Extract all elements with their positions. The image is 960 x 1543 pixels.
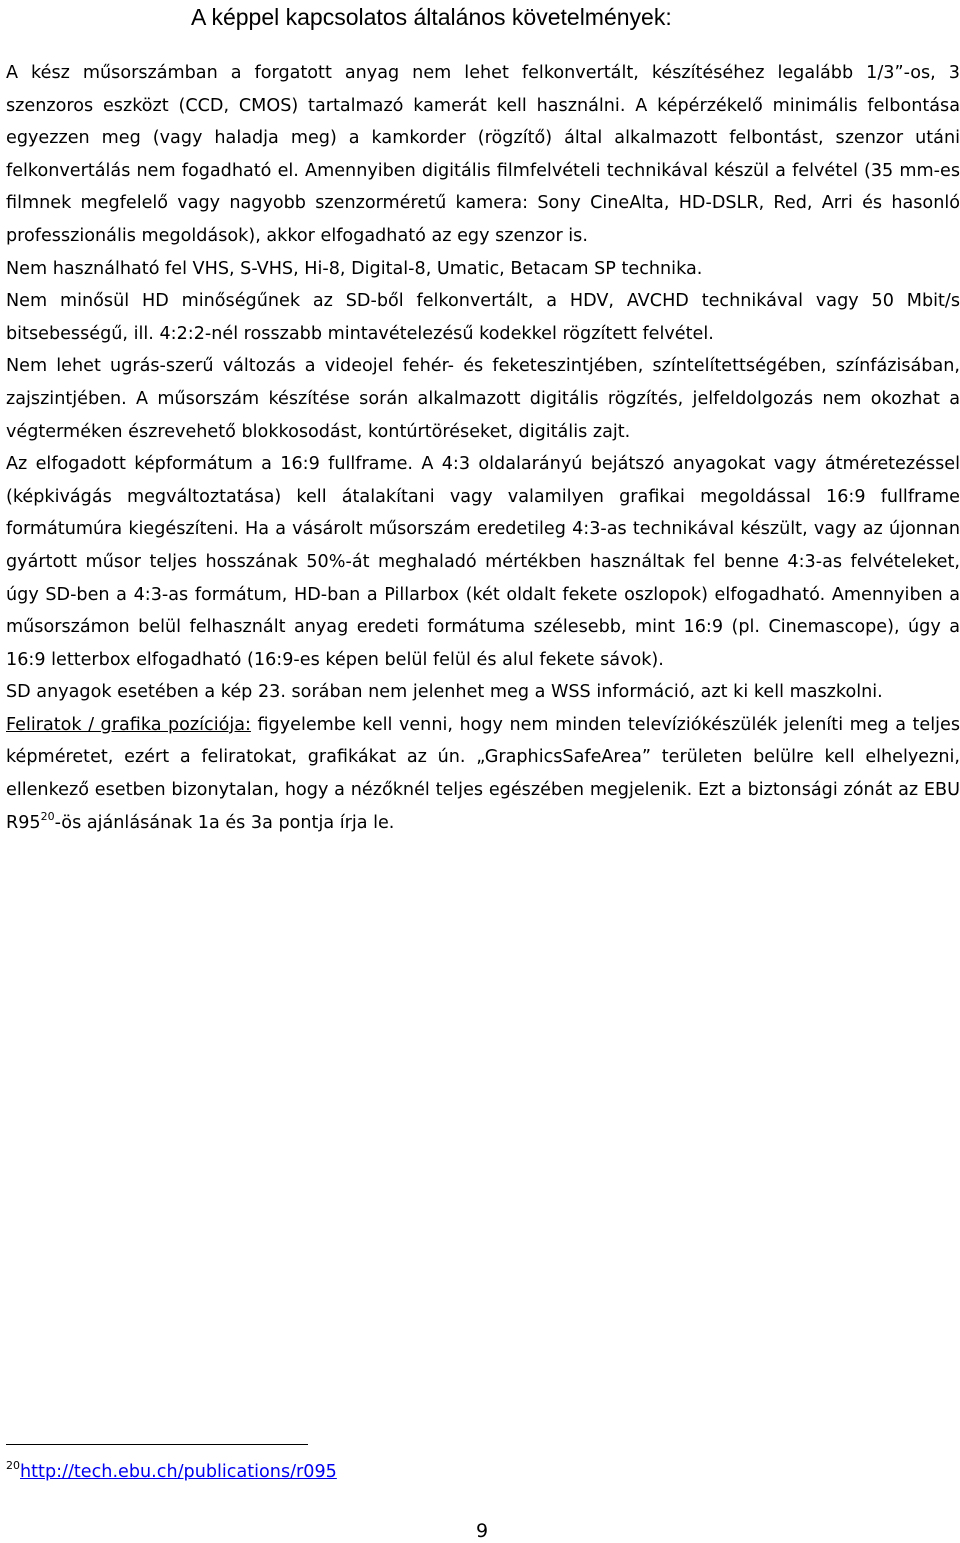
section-heading: A képpel kapcsolatos általános követelmények: [191, 4, 672, 30]
paragraph-wss: SD anyagok esetében a kép 23. sorában nem jelenhet meg a WSS információ, azt ki kell maszkolni. [6, 682, 883, 703]
paragraph-unusable-formats: Nem használható fel VHS, S-VHS, Hi-8, Digital-8, Umatic, Betacam SP technika. [6, 258, 703, 279]
page-number: 9 [476, 1520, 489, 1542]
captions-position-lead: Feliratok / grafika pozíciója: [6, 714, 251, 735]
captions-position-tail: -ös ajánlásának 1a és 3a pontja írja le. [54, 812, 395, 833]
paragraph-aspect-ratio [6, 448, 960, 676]
footnote-reference[interactable]: 20 [40, 809, 55, 823]
captions-position-text: figyelembe kell venni, hogy nem minden televíziókészülék jeleníti meg a teljes képméretet, ezért a feliratokat, grafikákat az ún. „GraphicsSafeArea” területen belülre kell elhelyezni, ellenkező esetben bizonytalan, hogy a nézőknél teljes egészében megjelenik. Ezt a biztonsági zónát az EBU R95 [6, 714, 960, 833]
paragraph-hd-quality: Nem minősül HD minőségűnek az SD-ből felkonvertált, a HDV, AVCHD technikával vagy 50 Mbit/s bitsebességű, ill. 4:2:2-nél rosszabb mintavételezésű kodekkel rögzített felvétel. [6, 291, 960, 344]
paragraph-camera-requirements: A kész műsorszámban a forgatott anyag nem lehet felkonvertált, készítéséhez legalább 1/3”-os, 3 szenzoros eszközt (CCD, CMOS) tartalmazó kamerát kell használni. A képérzékelő minimális felbontása egyezzen meg (vagy haladja meg) a kamkorder (rögzítő) által alkalmazott felbontást, szenzor utáni felkonvertálás nem fogadható el. Amennyiben digitális filmfelvételi technikával készül a felvétel (35 mm-es filmnek megfelelő vagy nagyobb szenzorméretű kamera: Sony CineAlta, HD-DSLR, Red, Arri és hasonló professzionális megoldások), akkor elfogadható az egy szenzor is. [6, 63, 960, 246]
aspect-ratio-text: A 4:3 oldalarányú bejátszó anyagokat vagy átméretezéssel (képkivágás megváltoztatása) kell átalakítani vagy valamilyen grafikai megoldással 16:9 fullframe formátumúra kiegészíteni. Ha a vásárolt műsorszám eredetileg 4:3-as technikával készült, vagy az újonnan gyártott műsor teljes hosszának 50%-át meghaladó mértékben használtak fel benne 4:3-as felvételeket, úgy SD-ben a 4:3-as formátum, HD-ban a Pillarbox (két oldalt fekete oszlopok) elfogadható. Amennyiben a műsorszámon belül felhasznált anyag eredeti formátuma szélesebb, mint 16:9 (pl. Cinemascope), úgy a 16:9 letterbox elfogadható (16:9-es képen belül felül és alul fekete sávok). [6, 454, 960, 670]
paragraph-captions-position [6, 709, 960, 839]
body-text [6, 57, 960, 839]
aspect-ratio-lead: Az elfogadott képformátum a 16:9 fullframe. [6, 454, 414, 475]
footnote-marker: 20 [6, 1459, 20, 1472]
footnote-link[interactable]: http://tech.ebu.ch/publications/r095 [20, 1462, 337, 1482]
paragraph-signal-levels: Nem lehet ugrás-szerű változás a videojel fehér- és feketeszintjében, színtelítettségében, színfázisában, zajszintjében. A műsorszám készítése során alkalmazott digitális rögzítés, jelfeldolgozás nem okozhat a végterméken észrevehető blokkosodást, kontúrtöréseket, digitális zajt. [6, 356, 960, 442]
footnote [6, 1459, 337, 1485]
footnote-divider [6, 1444, 308, 1445]
